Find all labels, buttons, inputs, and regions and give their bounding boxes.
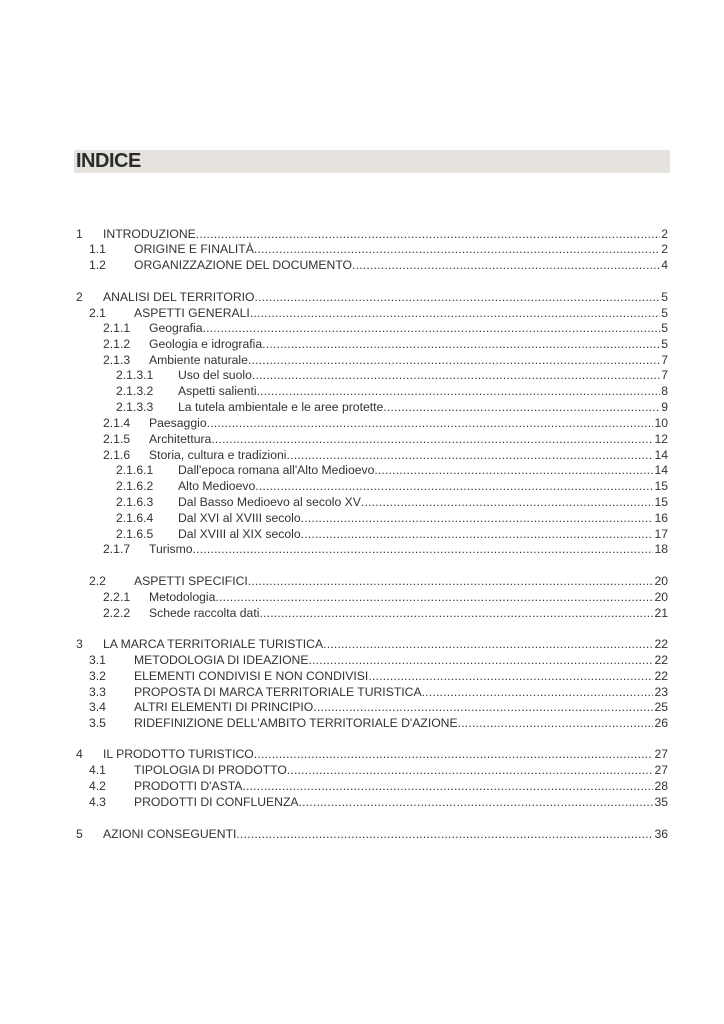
dot-leader xyxy=(368,668,653,684)
toc-entry-page-number: 20 xyxy=(654,574,668,588)
toc-entry-title: Architettura xyxy=(149,432,212,446)
toc-entry-page-number: 21 xyxy=(654,606,668,620)
toc-entry-page-number: 5 xyxy=(661,321,668,335)
toc-entry-page-number: 10 xyxy=(654,416,668,430)
toc-entry-number: 3.5 xyxy=(89,716,106,730)
toc-entry-number: 2.2.2 xyxy=(103,606,131,620)
toc-entry[interactable] xyxy=(0,684,724,700)
toc-entry-number: 3.3 xyxy=(89,685,106,699)
dot-leader xyxy=(259,605,653,621)
toc-entry-title: ASPETTI SPECIFICI xyxy=(134,574,248,588)
toc-entry[interactable] xyxy=(0,336,724,352)
toc-entry[interactable] xyxy=(0,826,724,842)
toc-entry-number: 2.1.3.2 xyxy=(116,384,154,398)
toc-entry-number: 3.4 xyxy=(89,700,106,714)
toc-entry-number: 2.1 xyxy=(89,306,106,320)
toc-entry-number: 4.3 xyxy=(89,795,106,809)
toc-entry-number: 2.1.3.3 xyxy=(116,400,154,414)
toc-entry[interactable] xyxy=(0,257,724,273)
toc-entry-title: Turismo xyxy=(149,542,193,556)
dot-leader xyxy=(250,305,660,321)
toc-entry-number: 2.1.6.2 xyxy=(116,479,154,493)
dot-leader xyxy=(262,336,660,352)
toc-entry-page-number: 27 xyxy=(654,747,668,761)
toc-entry-page-number: 7 xyxy=(661,368,668,382)
toc-entry-title: Ambiente naturale xyxy=(149,353,248,367)
toc-entry-number: 2.1.6.3 xyxy=(116,495,154,509)
toc-entry-title: Dal Basso Medioevo al secolo XV xyxy=(178,495,361,509)
dot-leader xyxy=(458,715,654,731)
toc-entry-number: 3.2 xyxy=(89,669,106,683)
toc-entry[interactable] xyxy=(0,415,724,431)
toc-entry-title: AZIONI CONSEGUENTI xyxy=(103,827,237,841)
dot-leader xyxy=(193,541,654,557)
toc-entry-number: 1.1 xyxy=(89,242,106,256)
toc-entry-number: 2.1.2 xyxy=(103,337,131,351)
toc-entry-page-number: 25 xyxy=(654,700,668,714)
dot-leader xyxy=(254,241,660,257)
dot-leader xyxy=(215,589,653,605)
dot-leader xyxy=(378,462,654,478)
toc-entry-page-number: 15 xyxy=(654,495,668,509)
toc-entry[interactable] xyxy=(0,541,724,557)
toc-entry-page-number: 9 xyxy=(661,400,668,414)
toc-entry-page-number: 5 xyxy=(661,306,668,320)
toc-entry-title: PROPOSTA DI MARCA TERRITORIALE TURISTICA xyxy=(134,685,422,699)
toc-entry-page-number: 14 xyxy=(654,448,668,462)
dot-leader xyxy=(236,826,653,842)
toc-entry[interactable] xyxy=(0,226,724,242)
toc-entry-number: 4 xyxy=(76,747,83,761)
dot-leader xyxy=(301,526,654,542)
dot-leader xyxy=(313,699,653,715)
toc-entry-page-number: 2 xyxy=(661,227,668,241)
toc-entry-page-number: 14 xyxy=(654,463,668,477)
toc-entry-title: Dall'epoca romana all'Alto Medioevo. xyxy=(178,463,378,477)
toc-entry-title: Paesaggio xyxy=(149,416,207,430)
toc-entry[interactable] xyxy=(0,762,724,778)
toc-entry[interactable] xyxy=(0,652,724,668)
dot-leader xyxy=(255,478,653,494)
toc-entry-number: 2.2.1 xyxy=(103,590,131,604)
toc-entry-page-number: 7 xyxy=(661,353,668,367)
toc-entry[interactable] xyxy=(0,526,724,542)
dot-leader xyxy=(248,573,654,589)
index-heading: INDICE xyxy=(76,150,141,172)
toc-entry-title: ASPETTI GENERALI xyxy=(134,306,250,320)
dot-leader xyxy=(287,762,654,778)
toc-entry-title: TIPOLOGIA DI PRODOTTO xyxy=(134,763,287,777)
toc-entry-page-number: 5 xyxy=(661,337,668,351)
dot-leader xyxy=(242,778,653,794)
toc-entry-number: 3.1 xyxy=(89,653,106,667)
toc-entry-title: Metodologia xyxy=(149,590,216,604)
toc-entry-title: ANALISI DEL TERRITORIO xyxy=(103,290,255,304)
toc-entry[interactable] xyxy=(0,494,724,510)
toc-entry-number: 2 xyxy=(76,290,83,304)
toc-entry-title: Alto Medioevo xyxy=(178,479,256,493)
toc-entry-title: METODOLOGIA DI IDEAZIONE xyxy=(134,653,309,667)
toc-entry[interactable] xyxy=(0,383,724,399)
toc-entry-title: ELEMENTI CONDIVISI E NON CONDIVISI xyxy=(134,669,369,683)
toc-entry-number: 2.1.6 xyxy=(103,448,131,462)
toc-entry-title: Aspetti salienti xyxy=(178,384,257,398)
toc-entry-page-number: 22 xyxy=(654,669,668,683)
toc-entry-page-number: 4 xyxy=(661,258,668,272)
toc-entry-number: 5 xyxy=(76,827,83,841)
toc-entry[interactable] xyxy=(0,794,724,810)
toc-entry-page-number: 27 xyxy=(654,763,668,777)
toc-entry-number: 1 xyxy=(76,227,83,241)
dot-leader xyxy=(248,352,660,368)
dot-leader xyxy=(254,746,654,762)
toc-entry[interactable] xyxy=(0,367,724,383)
dot-leader xyxy=(203,320,661,336)
dot-leader xyxy=(422,684,654,700)
toc-entry-number: 2.1.3.1 xyxy=(116,368,154,382)
toc-entry[interactable] xyxy=(0,352,724,368)
toc-entry-page-number: 5 xyxy=(661,290,668,304)
toc-entry[interactable] xyxy=(0,699,724,715)
toc-entry-page-number: 17 xyxy=(654,527,668,541)
dot-leader xyxy=(383,399,660,415)
toc-entry-number: 4.1 xyxy=(89,763,106,777)
toc-entry-title: ALTRI ELEMENTI DI PRINCIPIO xyxy=(134,700,314,714)
toc-entry-number: 2.2 xyxy=(89,574,106,588)
toc-entry[interactable] xyxy=(0,305,724,321)
dot-leader xyxy=(323,636,653,652)
toc-entry-page-number: 18 xyxy=(654,542,668,556)
toc-entry-page-number: 15 xyxy=(654,479,668,493)
toc-entry-number: 3 xyxy=(76,637,83,651)
toc-entry[interactable] xyxy=(0,320,724,336)
toc-entry-title: Storia, cultura e tradizioni xyxy=(149,448,287,462)
toc-entry[interactable] xyxy=(0,447,724,463)
toc-entry-number: 2.1.3 xyxy=(103,353,131,367)
toc-entry[interactable] xyxy=(0,589,724,605)
dot-leader xyxy=(287,447,654,463)
dot-leader xyxy=(361,494,654,510)
toc-entry-title: Geografia xyxy=(149,321,203,335)
dot-leader xyxy=(257,383,661,399)
toc-entry[interactable] xyxy=(0,478,724,494)
toc-entry-number: 2.1.1 xyxy=(103,321,131,335)
toc-entry-number: 2.1.6.1 xyxy=(116,463,154,477)
toc-entry[interactable] xyxy=(0,399,724,415)
toc-entry-title: La tutela ambientale e le aree protette xyxy=(178,400,384,414)
toc-entry-page-number: 28 xyxy=(654,779,668,793)
dot-leader xyxy=(254,289,660,305)
toc-entry-title: LA MARCA TERRITORIALE TURISTICA xyxy=(103,637,324,651)
dot-leader xyxy=(252,367,660,383)
toc-entry[interactable] xyxy=(0,462,724,478)
toc-entry-number: 2.1.6.4 xyxy=(116,511,154,525)
toc-entry-title: Uso del suolo xyxy=(178,368,252,382)
toc-entry-title: Dal XVIII al XIX secolo xyxy=(178,527,301,541)
dot-leader xyxy=(196,226,660,242)
dot-leader xyxy=(352,257,660,273)
toc-entry-number: 2.1.6.5 xyxy=(116,527,154,541)
toc-entry-title: ORIGINE E FINALITÀ xyxy=(134,242,254,256)
toc-entry[interactable] xyxy=(0,241,724,257)
toc-entry-title: INTRODUZIONE xyxy=(103,227,196,241)
toc-entry[interactable] xyxy=(0,605,724,621)
toc-entry-page-number: 20 xyxy=(654,590,668,604)
toc-entry-page-number: 8 xyxy=(661,384,668,398)
toc-entry-number: 4.2 xyxy=(89,779,106,793)
dot-leader xyxy=(207,415,654,431)
toc-entry-page-number: 2 xyxy=(661,242,668,256)
toc-entry-page-number: 22 xyxy=(654,637,668,651)
toc-entry-number: 2.1.7 xyxy=(103,542,131,556)
toc-entry-title: Geologia e idrografia xyxy=(149,337,263,351)
toc-entry[interactable] xyxy=(0,431,724,447)
toc-entry[interactable] xyxy=(0,778,724,794)
toc-entry-number: 1.2 xyxy=(89,258,106,272)
toc-entry-page-number: 22 xyxy=(654,653,668,667)
toc-entry-number: 2.1.4 xyxy=(103,416,131,430)
toc-entry-page-number: 26 xyxy=(654,716,668,730)
toc-entry-page-number: 16 xyxy=(654,511,668,525)
dot-leader xyxy=(301,510,654,526)
toc-entry[interactable] xyxy=(0,636,724,652)
toc-entry-title: PRODOTTI D'ASTA xyxy=(134,779,243,793)
toc-entry-page-number: 23 xyxy=(654,685,668,699)
toc-entry-number: 2.1.5 xyxy=(103,432,131,446)
dot-leader xyxy=(299,794,654,810)
toc-entry-title: PRODOTTI DI CONFLUENZA xyxy=(134,795,299,809)
toc-entry[interactable] xyxy=(0,746,724,762)
toc-entry[interactable] xyxy=(0,510,724,526)
toc-entry-page-number: 35 xyxy=(654,795,668,809)
dot-leader xyxy=(211,431,653,447)
toc-entry[interactable] xyxy=(0,715,724,731)
toc-entry-title: Dal XVI al XVIII secolo xyxy=(178,511,301,525)
toc-entry[interactable] xyxy=(0,289,724,305)
dot-leader xyxy=(309,652,654,668)
toc-entry[interactable] xyxy=(0,573,724,589)
toc-entry-title: IL PRODOTTO TURISTICO xyxy=(103,747,254,761)
toc-entry-title: Schede raccolta dati xyxy=(149,606,260,620)
toc-entry[interactable] xyxy=(0,668,724,684)
toc-entry-title: ORGANIZZAZIONE DEL DOCUMENTO xyxy=(134,258,353,272)
toc-entry-page-number: 36 xyxy=(654,827,668,841)
toc-entry-page-number: 12 xyxy=(654,432,668,446)
toc-entry-title: RIDEFINIZIONE DELL'AMBITO TERRITORIALE D'AZIONE xyxy=(134,716,458,730)
